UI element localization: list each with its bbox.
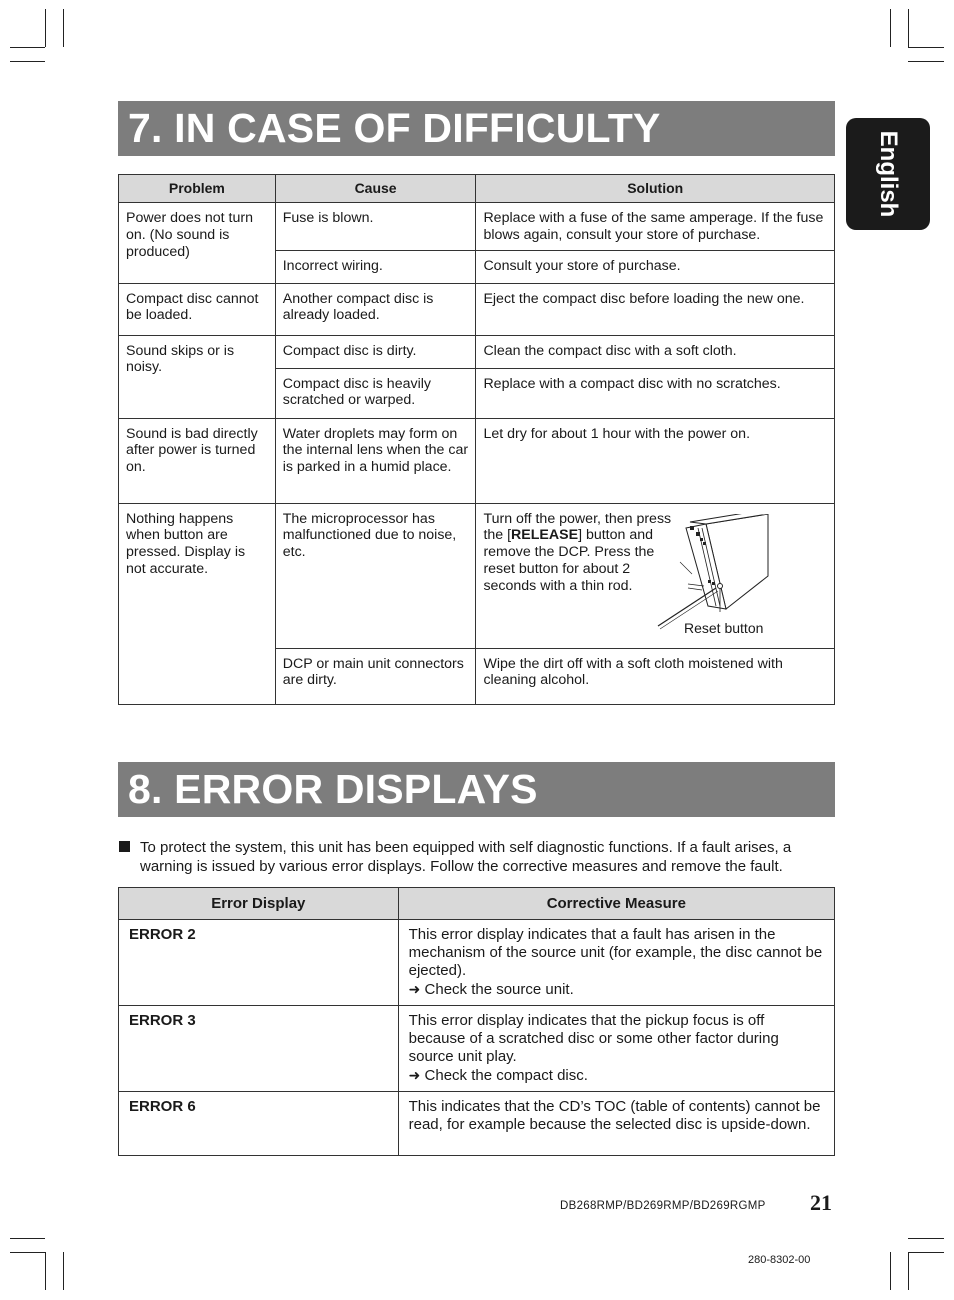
table-row (119, 335, 835, 368)
reset-button-illustration (656, 514, 826, 642)
problem-cell: Nothing happens when button are pressed. Display is not accurate. (119, 503, 276, 704)
table-row (119, 418, 835, 503)
section8-title: 8. ERROR DISPLAYS (118, 762, 835, 817)
cause-cell: Fuse is blown. (275, 203, 476, 251)
cause-cell: Incorrect wiring. (275, 250, 476, 283)
solution-cell: Replace with a compact disc with no scratches. (476, 368, 835, 418)
model-numbers: DB268RMP/BD269RMP/BD269RGMP (560, 1200, 766, 1212)
table-row (119, 203, 835, 251)
header-corrective-measure: Corrective Measure (398, 888, 834, 920)
arrow-right-icon: ➜ (408, 981, 421, 997)
measure-cell (398, 1092, 834, 1156)
reset-instructions: Turn off the power, then press the [RELEASE] button and remove the DCP. Press the reset button for about 2 seconds with a thin rod. (483, 510, 672, 594)
error-intro (118, 838, 834, 876)
measure-action: ➜ Check the compact disc. (408, 1067, 588, 1084)
error-code-cell: ERROR 2 (119, 920, 399, 1006)
document-code: 280-8302-00 (748, 1254, 811, 1266)
problem-cell: Power does not turn on. (No sound is produced) (119, 203, 276, 284)
cause-cell: Another compact disc is already loaded. (275, 283, 476, 335)
header-solution: Solution (476, 175, 835, 203)
header-problem: Problem (119, 175, 276, 203)
problem-cell: Compact disc cannot be loaded. (119, 283, 276, 335)
cause-cell: DCP or main unit connectors are dirty. (275, 648, 476, 704)
language-tab (846, 118, 930, 230)
problem-cell: Sound skips or is noisy. (119, 335, 276, 418)
measure-text: This error display indicates that the pickup focus is off because of a scratched disc or some other factor during source unit play. (408, 1012, 779, 1065)
bullet-square-icon (119, 841, 130, 852)
error-intro-text: To protect the system, this unit has been equipped with self diagnostic functions. If a fault arises, a warning is issued by various error displays. Follow the corrective measures and remove the fault. (140, 839, 792, 875)
cause-cell: Water droplets may form on the internal lens when the car is parked in a humid place. (275, 418, 476, 503)
solution-cell: Wipe the dirt off with a soft cloth moistened with cleaning alcohol. (476, 648, 835, 704)
solution-cell: Clean the compact disc with a soft cloth. (476, 335, 835, 368)
table-row (119, 283, 835, 335)
measure-action: ➜ Check the source unit. (408, 981, 574, 998)
error-display-table (118, 887, 835, 1156)
cause-cell: Compact disc is heavily scratched or warped. (275, 368, 476, 418)
table-row (119, 1092, 835, 1156)
section7-title: 7. IN CASE OF DIFFICULTY (118, 101, 835, 156)
troubleshooting-table (118, 174, 835, 705)
header-cause: Cause (275, 175, 476, 203)
table-header-row (119, 888, 835, 920)
page-number: 21 (810, 1190, 832, 1215)
solution-cell: Let dry for about 1 hour with the power on. (476, 418, 835, 503)
table-header-row (119, 175, 835, 203)
cause-cell: The microprocessor has malfunctioned due to noise, etc. (275, 503, 476, 648)
table-row (119, 920, 835, 1006)
table-row (119, 1006, 835, 1092)
problem-cell: Sound is bad directly after power is turned on. (119, 418, 276, 503)
error-code-cell: ERROR 3 (119, 1006, 399, 1092)
measure-cell (398, 1006, 834, 1092)
table-row (119, 503, 835, 648)
header-error-display: Error Display (119, 888, 399, 920)
language-tab-label: English (875, 130, 902, 218)
cause-cell: Compact disc is dirty. (275, 335, 476, 368)
measure-text: This indicates that the CD’s TOC (table of contents) cannot be read, for example because the selected disc is upside-down. (408, 1098, 821, 1133)
arrow-right-icon: ➜ (408, 1067, 421, 1083)
error-code-cell: ERROR 6 (119, 1092, 399, 1156)
solution-cell: Consult your store of purchase. (476, 250, 835, 283)
reset-button-label: Reset button (684, 619, 764, 636)
release-button-label: RELEASE (511, 527, 579, 544)
measure-text: This error display indicates that a fault has arisen in the mechanism of the source unit (for example, the disc cannot be ejected). (408, 926, 823, 979)
solution-cell: Eject the compact disc before loading the new one. (476, 283, 835, 335)
measure-cell (398, 920, 834, 1006)
solution-cell: Replace with a fuse of the same amperage. If the fuse blows again, consult your store of purchase. (476, 203, 835, 251)
solution-cell (476, 503, 835, 648)
